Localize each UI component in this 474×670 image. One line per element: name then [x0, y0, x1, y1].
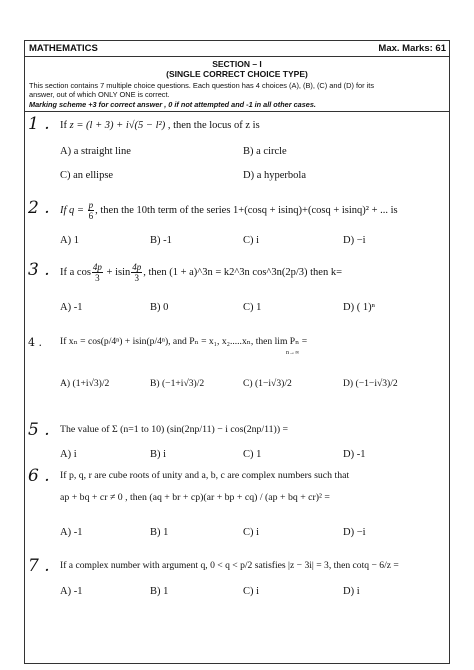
q4-option-b[interactable]: B) (−1+i√3)/2 — [150, 378, 205, 389]
q1-option-d[interactable]: D) a hyperbola — [243, 170, 306, 181]
q3-number: 3 . — [28, 260, 50, 280]
q5-number: 5 . — [28, 420, 50, 440]
q3-text — [60, 262, 342, 283]
q6-option-b[interactable]: B) 1 — [150, 527, 169, 538]
header-divider — [24, 56, 450, 57]
q1-number: 1 . — [28, 114, 50, 134]
q1-prefix: If — [60, 120, 70, 131]
q3-option-b[interactable]: B) 0 — [150, 302, 169, 313]
section-title: SECTION – I — [212, 59, 262, 69]
q4-option-c[interactable]: C) (1−i√3)/2 — [243, 378, 292, 389]
q7-number: 7 . — [28, 556, 50, 576]
q4-text — [60, 336, 307, 347]
q2-frac-den: 6 — [88, 211, 94, 221]
section-subtitle: (SINGLE CORRECT CHOICE TYPE) — [166, 69, 308, 79]
q3-option-a[interactable]: A) -1 — [60, 302, 83, 313]
q3-frac2-num: 4p — [132, 262, 142, 272]
q2-suffix: , then the 10th term of the series 1+(cosq + isinq)+(cosq + isinq)² + ... is — [95, 204, 398, 216]
q3-prefix: If a cos — [60, 266, 91, 278]
q4-number: 4 . — [28, 336, 42, 349]
q6-line-1: If p, q, r are cube roots of unity and a, b, c are complex numbers such that — [60, 470, 350, 481]
q5-text — [60, 424, 288, 435]
q3-option-d[interactable]: D) ( 1)ⁿ — [343, 302, 375, 313]
q5-option-b[interactable]: B) i — [150, 449, 167, 460]
q2-text — [60, 200, 398, 221]
q1-option-b[interactable]: B) a circle — [243, 146, 287, 157]
q6-option-d[interactable]: D) −i — [343, 527, 366, 538]
q3-frac2-den: 3 — [134, 273, 139, 283]
q5-option-d[interactable]: D) -1 — [343, 449, 366, 460]
instructions-divider — [24, 111, 450, 112]
q1-expression: z = (l + 3) + i√(5 − l²) — [69, 120, 166, 131]
q6-line-2: ap + bq + cr ≠ 0 , then (aq + br + cp)(ar + bp + cq) / (ap + bq + cr)² = — [60, 492, 330, 503]
subject-title: MATHEMATICS — [29, 43, 98, 54]
q2-option-a[interactable]: A) 1 — [60, 235, 79, 246]
q3-frac1-num: 4p — [92, 262, 102, 272]
q2-option-d[interactable]: D) −i — [343, 235, 366, 246]
q7-option-b[interactable]: B) 1 — [150, 586, 169, 597]
q2-option-b[interactable]: B) -1 — [150, 235, 172, 246]
max-marks: Max. Marks: 61 — [378, 43, 446, 54]
q6-option-c[interactable]: C) i — [243, 527, 260, 538]
q7-option-d[interactable]: D) i — [343, 586, 360, 597]
q1-option-c[interactable]: C) an ellipse — [60, 170, 114, 181]
instructions-line-2: answer, out of which ONLY ONE is correct. — [29, 90, 170, 99]
q2-number: 2 . — [28, 198, 50, 218]
q1-option-a[interactable]: A) a straight line — [60, 146, 131, 157]
q7-text — [60, 560, 399, 571]
q5-option-a[interactable]: A) i — [60, 449, 77, 460]
q2-option-c[interactable]: C) i — [243, 235, 260, 246]
q5-option-c[interactable]: C) 1 — [243, 449, 262, 460]
marking-scheme: Marking scheme +3 for correct answer , 0 if not attempted and -1 in all other cases. — [29, 100, 316, 109]
q3-option-c[interactable]: C) 1 — [243, 302, 262, 313]
q4-prefix: If xₙ = cos(p/4ⁿ) + isin(p/4ⁿ), and Pₙ = x₁, x₂.....xₙ, then lim Pₙ = — [60, 336, 308, 347]
q2-prefix: If q = — [60, 204, 87, 216]
q3-fraction-1 — [92, 262, 103, 283]
q5-prefix: The value of Σ (n=1 to 10) (sin(2np/11) − i cos(2np/11)) = — [60, 424, 289, 435]
q2-frac-num: p — [88, 200, 94, 210]
q2-fraction — [88, 200, 95, 221]
q7-prefix: If a complex number with argument q, 0 < q < p/2 satisfies |z − 3i| = 3, then cotq − 6/z = — [60, 560, 399, 571]
q6-option-a[interactable]: A) -1 — [60, 527, 83, 538]
q1-text — [60, 120, 260, 131]
q3-frac1-den: 3 — [95, 273, 100, 283]
q4-limit-sub: n→∞ — [286, 350, 300, 356]
q1-suffix: , then the locus of z is — [165, 120, 260, 131]
instructions-line-1: This section contains 7 multiple choice questions. Each question has 4 choices (A), (B), (C) and (D) for its — [29, 81, 375, 90]
q6-number: 6 . — [28, 466, 50, 486]
q4-option-d[interactable]: D) (−1−i√3)/2 — [343, 378, 398, 389]
q4-option-a[interactable]: A) (1+i√3)/2 — [60, 378, 110, 389]
q7-option-a[interactable]: A) -1 — [60, 586, 83, 597]
q3-mid: + isin — [103, 266, 131, 278]
q3-fraction-2 — [131, 262, 142, 283]
q7-option-c[interactable]: C) i — [243, 586, 260, 597]
q3-suffix: , then (1 + a)^3n = k2^3n cos^3n(2p/3) then k= — [143, 266, 343, 278]
